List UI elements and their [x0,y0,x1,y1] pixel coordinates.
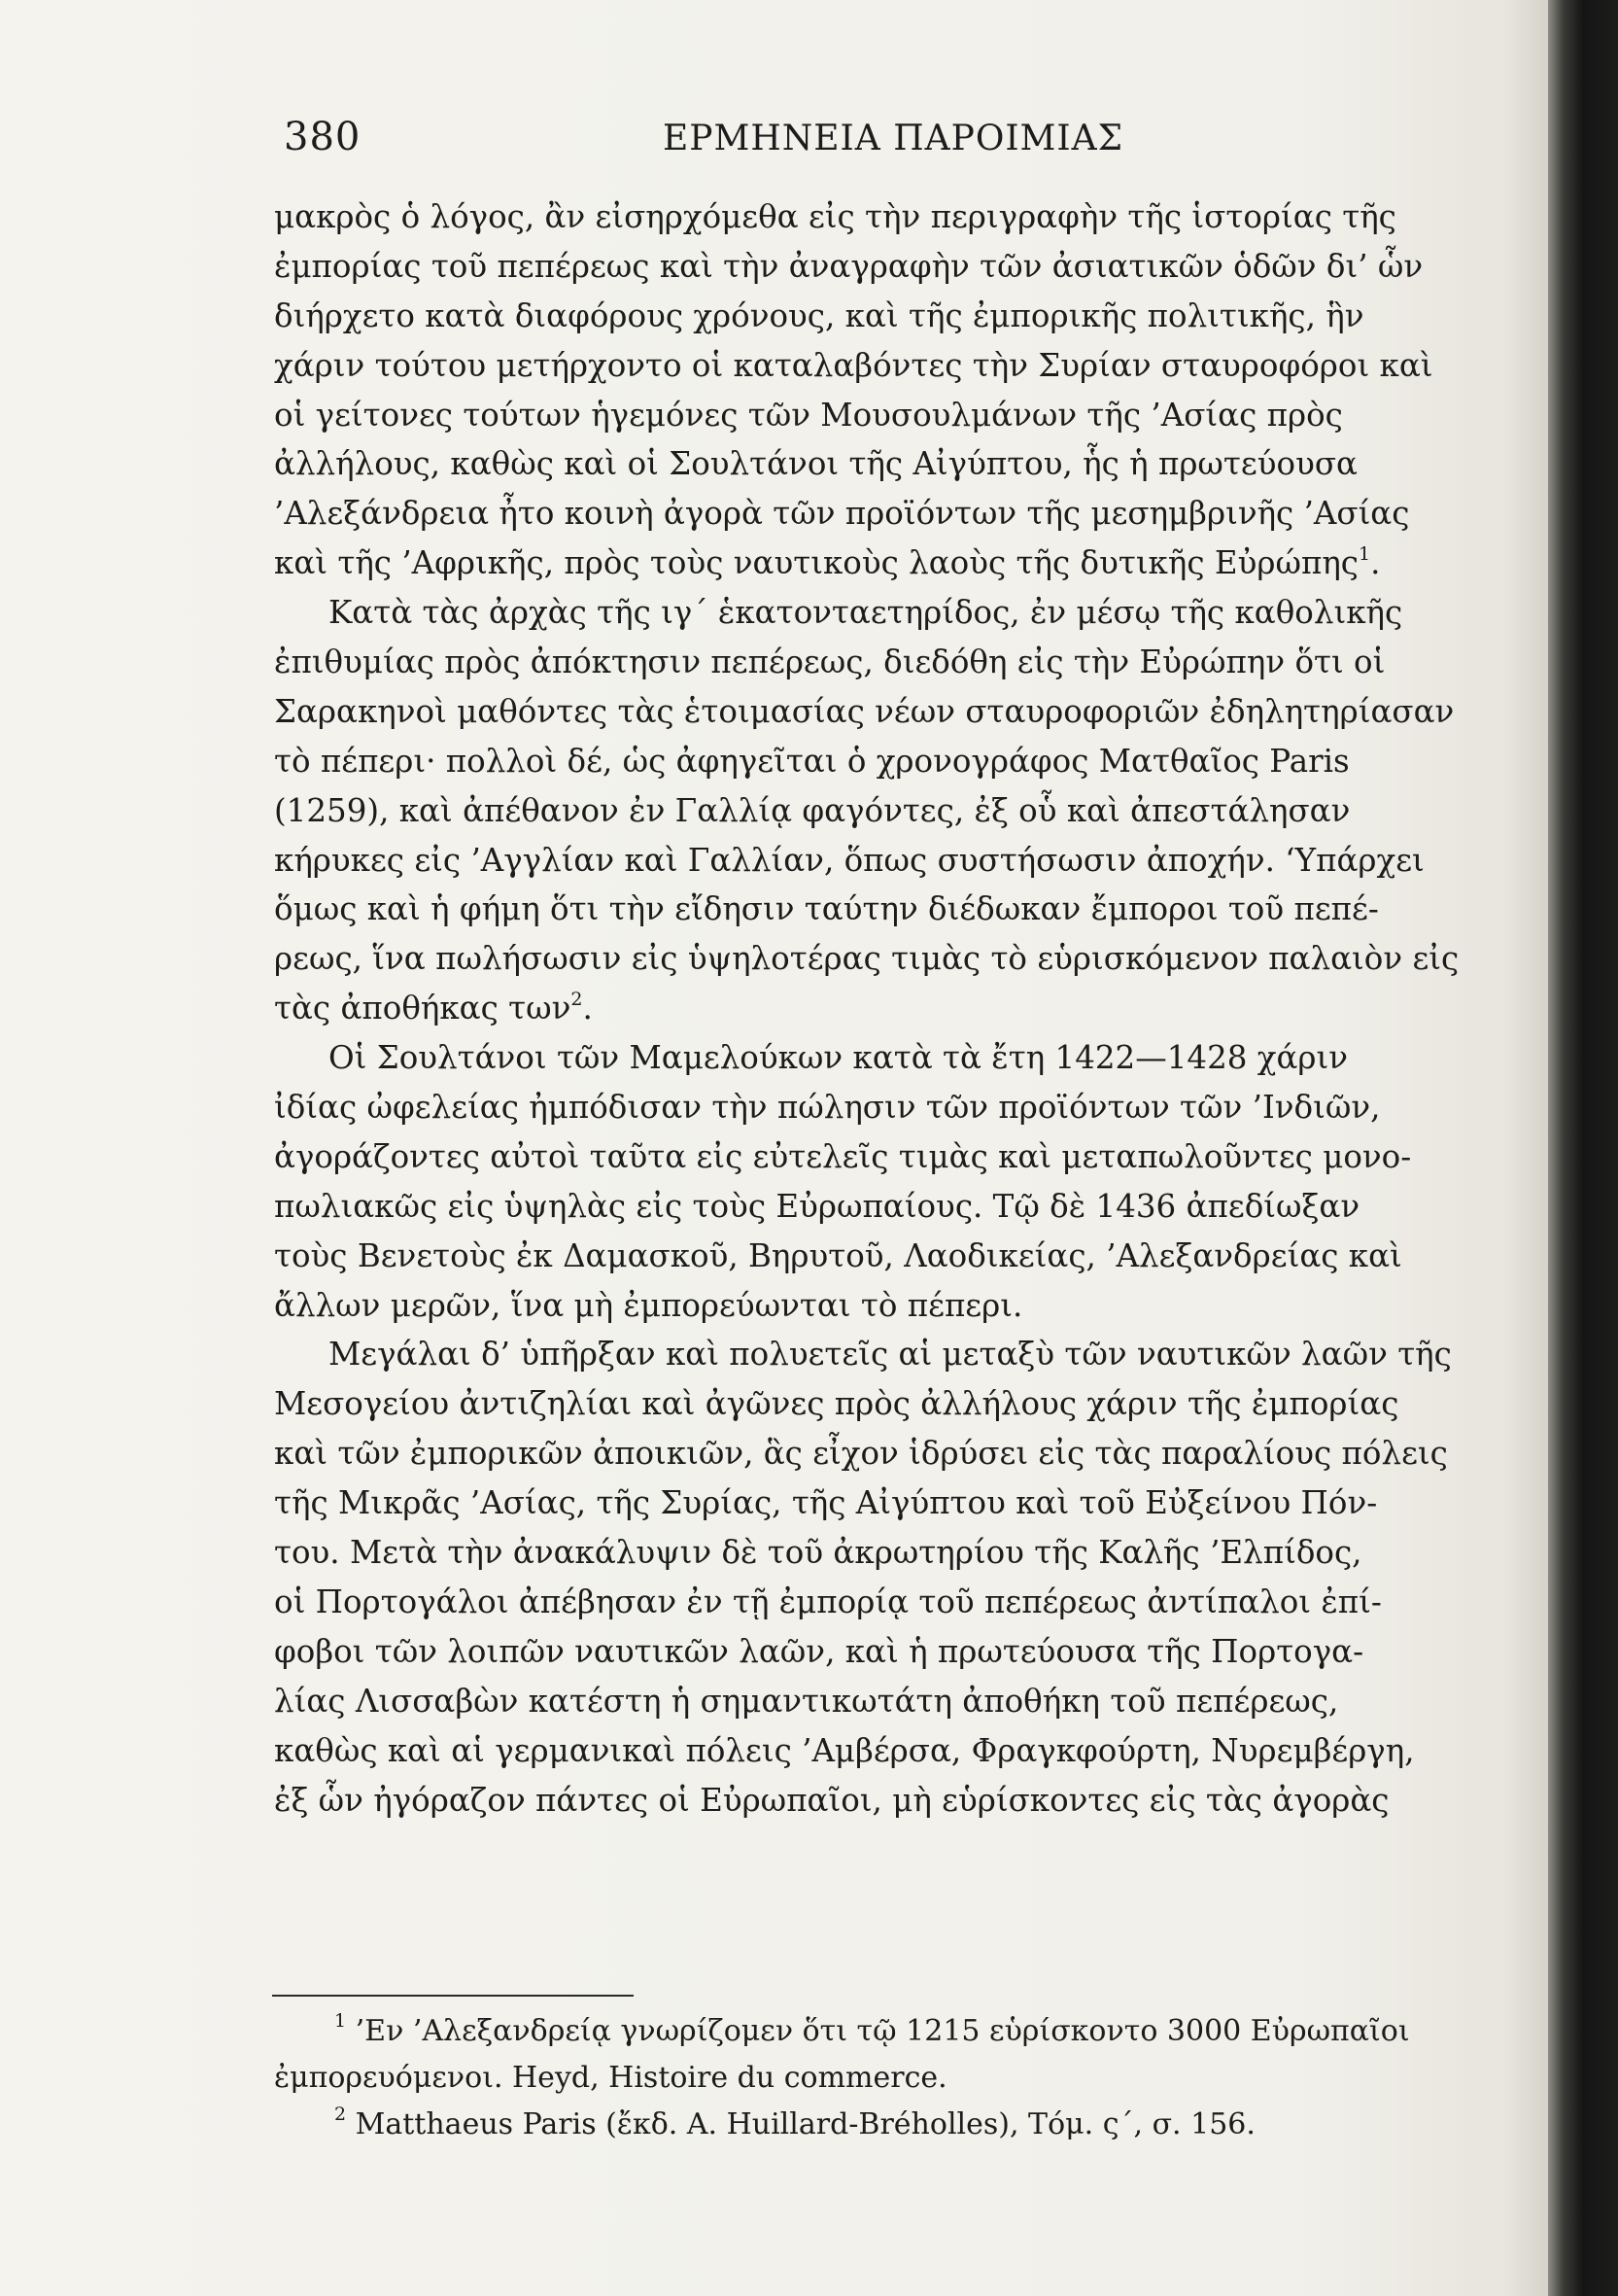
text-line [274,638,1481,687]
footnote-rule [272,1995,634,1997]
line-text: καθὼς καὶ αἱ γερμανικαὶ πόλεις ’Αμβέρσα, Φραγκφούρτη, Νυρεμβέργη, [274,1731,1415,1769]
line-text: κήρυκες εἰς ’Αγγλίαν καὶ Γαλλίαν, ὅπως συστήσωσιν ἀποχήν. ‘Υπάρχει [274,841,1425,879]
line-text: Μεγάλαι δ’ ὑπῆρξαν καὶ πολυετεῖς αἱ μεταξὺ τῶν ναυτικῶν λαῶν τῆς [328,1336,1452,1374]
text-line [274,341,1481,391]
text-line [274,1330,1481,1379]
text-line [274,1776,1481,1826]
footnote-reference: 2 [570,989,583,1011]
line-text: οἱ Πορτογάλοι ἀπέβησαν ἐν τῇ ἐμπορίᾳ τοῦ πεπέρεως ἀντίπαλοι ἐπί- [274,1583,1382,1620]
line-tail: . [1370,544,1381,582]
footnote-marker: 1 [334,2010,347,2032]
line-text: λίας Λισσαβὼν κατέστη ἡ σημαντικωτάτη ἀποθήκη τοῦ πεπέρεως, [274,1682,1339,1720]
line-text: διήρχετο κατὰ διαφόρους χρόνους, καὶ τῆς ἐμπορικῆς πολιτικῆς, ἣν [274,296,1364,334]
page-header [284,115,1469,173]
text-line [274,1429,1481,1478]
footnote-text: Matthaeus Paris (ἔκδ. A. Huillard-Bréholles), Τόμ. ς΄, σ. 156. [355,2107,1256,2141]
body-text [274,192,1481,1825]
text-line [274,984,1481,1033]
line-text: ἄλλων μερῶν, ἵνα μὴ ἐμπορεύωνται τὸ πέπερι. [274,1286,1023,1324]
line-text: ἰδίας ὠφελείας ἠμπόδισαν τὴν πώλησιν τῶν προϊόντων τῶν ’Ινδιῶν, [274,1089,1381,1127]
line-text: καὶ τῶν ἐμπορικῶν ἀποικιῶν, ἃς εἶχον ἱδρύσει εἰς τὰς παραλίους πόλεις [274,1435,1448,1473]
text-line [274,934,1481,984]
footnote-line [274,2008,1489,2055]
text-line [274,1281,1481,1331]
text-line [274,1578,1481,1627]
line-text: του. Μετὰ τὴν ἀνακάλυψιν δὲ τοῦ ἀκρωτηρίου τῆς Καλῆς ’Ελπίδος, [274,1534,1362,1572]
text-line [274,1033,1481,1083]
line-text: φοβοι τῶν λοιπῶν ναυτικῶν λαῶν, καὶ ἡ πρωτεύουσα τῆς Πορτογα- [274,1632,1364,1670]
line-text: μακρὸς ὁ λόγος, ἂν εἰσηρχόμεθα εἰς τὴν περιγραφὴν τῆς ἱστορίας τῆς [274,198,1396,235]
line-text: χάριν τούτου μετήρχοντο οἱ καταλαβόντες τὴν Συρίαν σταυροφόροι καὶ [274,346,1433,384]
text-line [274,292,1481,341]
text-line [274,1528,1481,1578]
text-line [274,836,1481,886]
text-line [274,737,1481,786]
text-line [274,588,1481,638]
text-line [274,786,1481,836]
footnote-line [274,2055,1489,2102]
footnote-line [274,2102,1489,2148]
binding-shadow [1548,0,1618,2296]
line-text: ἀγοράζοντες αὐτοὶ ταῦτα εἰς εὐτελεῖς τιμὰς καὶ μεταπωλοῦντες μονο- [274,1137,1412,1175]
footnote-marker: 2 [334,2104,347,2125]
text-line [274,439,1481,489]
line-text: οἱ γείτονες τούτων ἡγεμόνες τῶν Μουσουλμάνων τῆς ’Ασίας πρὸς [274,396,1343,434]
text-line [274,1726,1481,1776]
line-text: ρεως, ἵνα πωλήσωσιν εἰς ὑψηλοτέρας τιμὰς τὸ εὑρισκόμενον παλαιὸν εἰς [274,940,1460,978]
running-title: ΕΡΜΗΝΕΙΑ ΠΑΡΟΙΜΙΑΣ [663,119,1124,158]
line-text: τοὺς Βενετοὺς ἐκ Δαμασκοῦ, Βηρυτοῦ, Λαοδικείας, ’Αλεξανδρείας καὶ [274,1236,1402,1274]
line-tail: . [582,990,593,1027]
footnotes [274,2008,1489,2148]
line-text: καὶ τῆς ’Αφρικῆς, πρὸς τοὺς ναυτικοὺς λαοὺς τῆς δυτικῆς Εὐρώπης [274,544,1359,582]
line-text: Κατὰ τὰς ἀρχὰς τῆς ιγ΄ ἑκατονταετηρίδος, ἐν μέσῳ τῆς καθολικῆς [328,594,1403,632]
line-text: ἐμπορίας τοῦ πεπέρεως καὶ τὴν ἀναγραφὴν τῶν ἀσιατικῶν ὁδῶν δι’ ὧν [274,247,1424,285]
text-line [274,1132,1481,1182]
footnote-text: ἐμπορευόμενοι. Heyd, Histoire du commerce. [274,2061,947,2095]
line-text: (1259), καὶ ἀπέθανον ἐν Γαλλίᾳ φαγόντες, ἐξ οὗ καὶ ἀπεστάλησαν [274,791,1351,829]
page-number: 380 [284,115,361,159]
text-line [274,192,1481,242]
line-text: πωλιακῶς εἰς ὑψηλὰς εἰς τοὺς Εὐρωπαίους. Τῷ δὲ 1436 ἀπεδίωξαν [274,1187,1360,1225]
text-line [274,1677,1481,1726]
line-text: τὰς ἀποθήκας των [274,990,571,1027]
text-line [274,489,1481,539]
line-text: ἐπιθυμίας πρὸς ἀπόκτησιν πεπέρεως, διεδόθη εἰς τὴν Εὐρώπην ὅτι οἱ [274,644,1386,681]
line-text: ἀλλήλους, καθὼς καὶ οἱ Σουλτάνοι τῆς Αἰγύπτου, ἧς ἡ πρωτεύουσα [274,445,1358,483]
text-line [274,242,1481,292]
line-text: Σαρακηνοὶ μαθόντες τὰς ἑτοιμασίας νέων σταυροφοριῶν ἐδηλητηρίασαν [274,692,1455,730]
text-line [274,687,1481,737]
line-text: ἐξ ὧν ἠγόραζον πάντες οἱ Εὐρωπαῖοι, μὴ εὑρίσκοντες εἰς τὰς ἀγορὰς [274,1781,1390,1819]
text-line [274,1478,1481,1528]
text-line [274,391,1481,440]
text-line [274,1182,1481,1232]
text-line [274,1379,1481,1429]
line-text: ὅμως καὶ ἡ φήμη ὅτι τὴν εἴδησιν ταύτην διέδωκαν ἔμποροι τοῦ πεπέ- [274,890,1379,928]
text-line [274,1627,1481,1677]
text-line [274,885,1481,934]
line-text: Μεσογείου ἀντιζηλίαι καὶ ἀγῶνες πρὸς ἀλλήλους χάριν τῆς ἐμπορίας [274,1385,1399,1423]
footnote-reference: 1 [1359,543,1371,566]
line-text: ’Αλεξάνδρεια ἦτο κοινὴ ἀγορὰ τῶν προϊόντων τῆς μεσημβρινῆς ’Ασίας [274,495,1410,533]
footnote-text: ’Εν ’Αλεξανδρείᾳ γνωρίζομεν ὅτι τῷ 1215 εὑρίσκοντο 3000 Εὐρωπαῖοι [355,2014,1410,2048]
text-line [274,539,1481,588]
text-line [274,1232,1481,1281]
line-text: τῆς Μικρᾶς ’Ασίας, τῆς Συρίας, τῆς Αἰγύπτου καὶ τοῦ Εὐξείνου Πόν- [274,1484,1378,1522]
line-text: τὸ πέπερι· πολλοὶ δέ, ὡς ἀφηγεῖται ὁ χρονογράφος Ματθαῖος Paris [274,742,1350,780]
text-line [274,1083,1481,1132]
line-text: Οἱ Σουλτάνοι τῶν Μαμελούκων κατὰ τὰ ἔτη 1422—1428 χάριν [328,1039,1349,1077]
